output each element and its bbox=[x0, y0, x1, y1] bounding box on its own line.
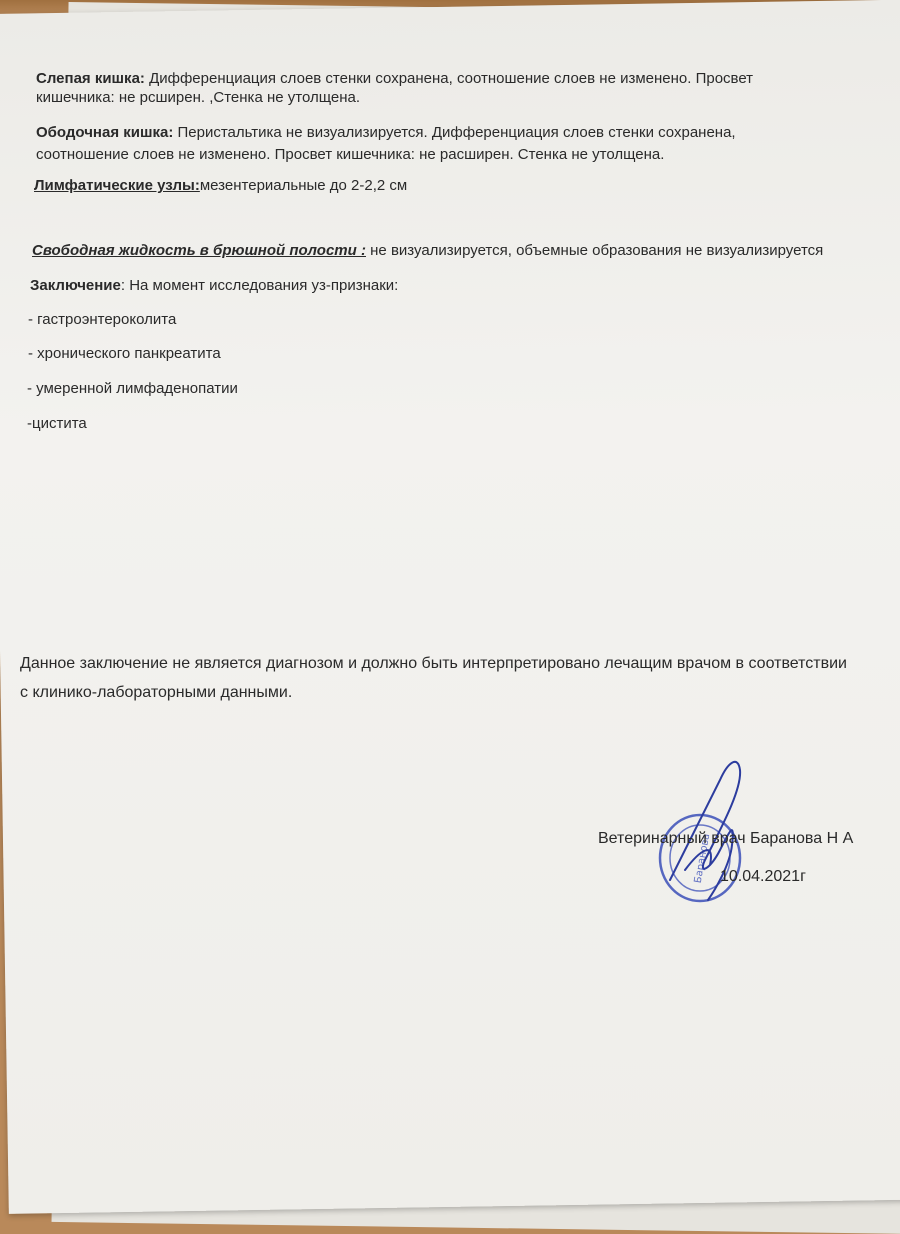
colon-text-1: Перистальтика не визуализируется. Дифференциация слоев стенки сохранена, bbox=[173, 124, 736, 141]
colon-line-1 bbox=[36, 124, 736, 141]
conclusion-item: -цистита bbox=[27, 415, 87, 432]
signer-name: Ветеринарный врач Баранова Н А bbox=[598, 830, 854, 847]
colon-label: Ободочная кишка: bbox=[36, 124, 174, 141]
fluid-line bbox=[32, 242, 823, 259]
disclaimer-line-2: с клинико-лабораторными данными. bbox=[20, 684, 293, 701]
conclusion-item: - хронического панкреатита bbox=[28, 345, 221, 362]
conclusion-intro: : На момент исследования уз-признаки: bbox=[120, 277, 399, 294]
svg-text:Баранова: Баранова bbox=[692, 832, 713, 885]
conclusion-item: - умеренной лимфаденопатии bbox=[27, 380, 238, 397]
cecum-line-2: кишечника: не рсширен. ,Стенка не утолщена. bbox=[36, 89, 361, 106]
disclaimer-line-1: Данное заключение не является диагнозом и должно быть интерпретировано лечащим врачом в соответствии bbox=[20, 655, 847, 672]
lymph-text: мезентериальные до 2-2,2 см bbox=[199, 177, 408, 194]
colon-line-2: соотношение слоев не изменено. Просвет кишечника: не расширен. Стенка не утолщена. bbox=[36, 146, 665, 163]
signature-date: 10.04.2021г bbox=[720, 868, 806, 885]
cecum-text-1: Дифференциация слоев стенки сохранена, соотношение слоев не изменено. Просвет bbox=[144, 70, 754, 87]
conclusion-item: - гастроэнтероколита bbox=[28, 311, 177, 328]
cecum-label: Слепая кишка: bbox=[36, 70, 145, 87]
lymph-label: Лимфатические узлы: bbox=[34, 177, 200, 194]
conclusion-line bbox=[30, 277, 398, 294]
cecum-line-1 bbox=[36, 70, 753, 87]
lymph-line bbox=[34, 177, 407, 194]
conclusion-label: Заключение bbox=[30, 277, 121, 294]
fluid-text: не визуализируется, объемные образования не визуализируется bbox=[365, 242, 824, 259]
fluid-label: Свободная жидкость в брюшной полости : bbox=[32, 242, 366, 259]
